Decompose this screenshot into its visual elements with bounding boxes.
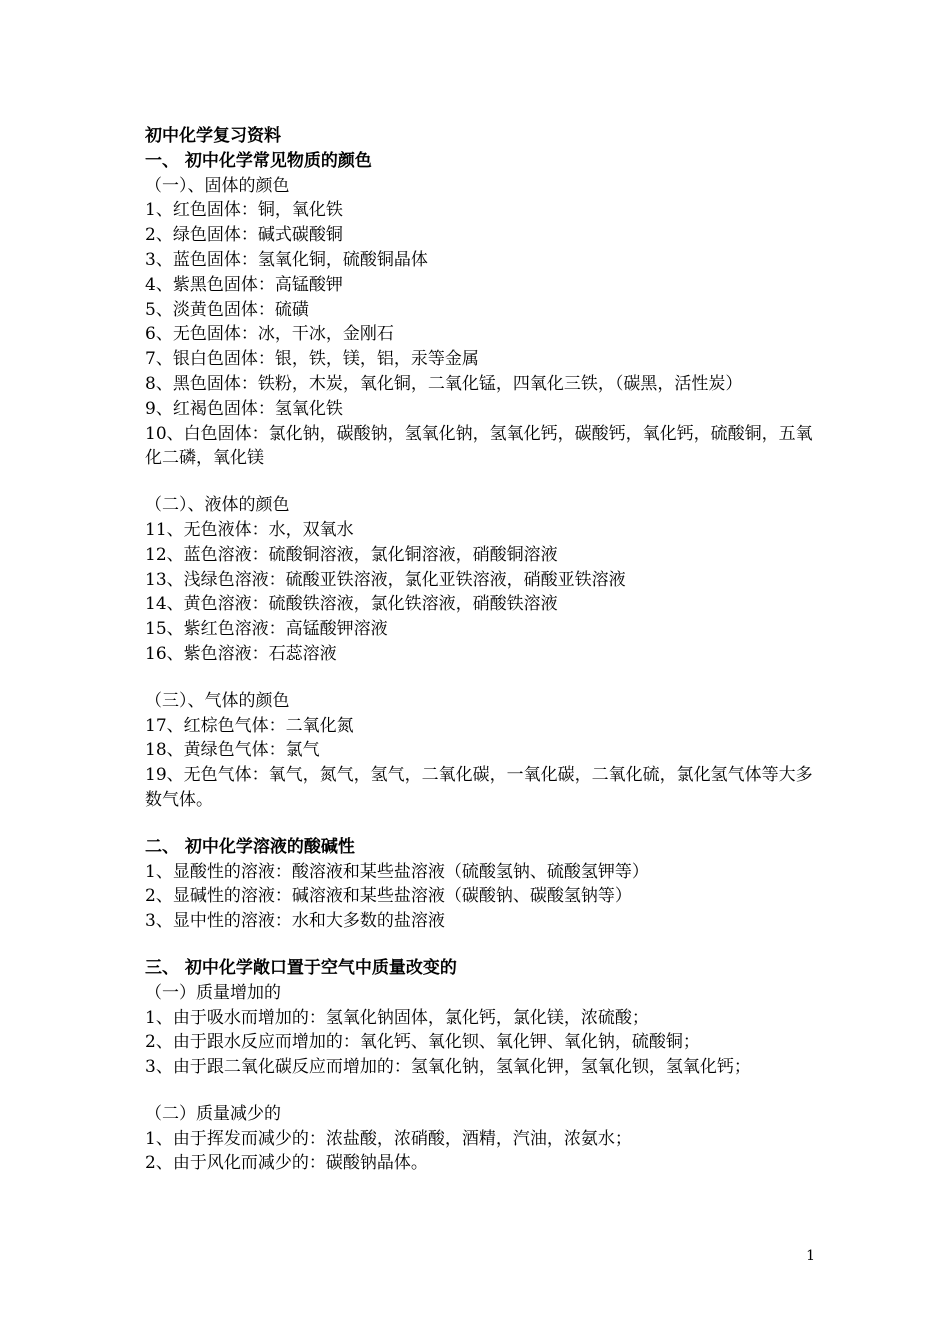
list-item: 1、显酸性的溶液：酸溶液和某些盐溶液（硫酸氢钠、硫酸氢钾等） [145, 861, 649, 882]
spacer [145, 471, 815, 493]
spacer [145, 1080, 815, 1102]
section-heading: 三、 初中化学敞口置于空气中质量改变的 [145, 957, 457, 978]
subsection-heading: （二）、液体的颜色 [145, 495, 290, 516]
list-item: 13、浅绿色溶液：硫酸亚铁溶液，氯化亚铁溶液，硝酸亚铁溶液 [145, 569, 626, 590]
spacer [145, 813, 815, 835]
list-item: 8、黑色固体：铁粉，木炭，氧化铜，二氧化锰，四氧化三铁，（碳黑，活性炭） [145, 373, 743, 394]
list-item: 1、由于挥发而减少的：浓盐酸，浓硝酸，酒精，汽油，浓氨水； [145, 1128, 632, 1149]
list-item: 2、绿色固体：碱式碳酸铜 [145, 225, 343, 246]
list-item: 3、蓝色固体：氢氧化铜，硫酸铜晶体 [145, 249, 428, 270]
list-item: 6、无色固体：冰，干冰，金刚石 [145, 324, 394, 345]
section-heading: 二、 初中化学溶液的酸碱性 [145, 836, 355, 857]
spacer [145, 667, 815, 689]
subsection-heading: （一）质量增加的 [145, 982, 281, 1003]
section-heading: 一、 初中化学常见物质的颜色 [145, 150, 372, 171]
document-body [145, 124, 815, 1176]
list-item: 3、由于跟二氧化碳反应而增加的：氢氧化钠，氢氧化钾，氢氧化钡，氢氧化钙； [145, 1057, 751, 1078]
list-item: 15、紫红色溶液：高锰酸钾溶液 [145, 619, 388, 640]
list-item: 16、紫色溶液：石蕊溶液 [145, 643, 337, 664]
list-item: 5、淡黄色固体：硫磺 [145, 299, 309, 320]
list-item: 14、黄色溶液：硫酸铁溶液，氯化铁溶液，硝酸铁溶液 [145, 594, 558, 615]
list-item: 11、无色液体：水，双氧水 [145, 519, 354, 540]
list-item: 1、红色固体：铜，氧化铁 [145, 200, 343, 221]
list-item: 7、银白色固体：银，铁，镁，铝，汞等金属 [145, 349, 479, 370]
list-item: 2、由于风化而减少的：碳酸钠晶体。 [145, 1153, 428, 1174]
list-item: 12、蓝色溶液：硫酸铜溶液，氯化铜溶液，硝酸铜溶液 [145, 544, 558, 565]
subsection-heading: （一）、固体的颜色 [145, 175, 290, 196]
spacer [145, 934, 815, 956]
list-item: 2、由于跟水反应而增加的：氧化钙、氧化钡、氧化钾、氧化钠，硫酸铜； [145, 1032, 700, 1053]
list-item: 4、紫黑色固体：高锰酸钾 [145, 274, 343, 295]
list-item: 18、黄绿色气体：氯气 [145, 740, 320, 761]
list-item: 1、由于吸水而增加的：氢氧化钠固体，氯化钙，氯化镁，浓硫酸； [145, 1007, 649, 1028]
subsection-heading: （三）、气体的颜色 [145, 690, 290, 711]
list-item: 9、红褐色固体：氢氧化铁 [145, 398, 343, 419]
list-item: 19、无色气体：氧气，氮气，氢气，二氧化碳，一氧化碳，二氧化硫，氯化氢气体等大多数气体。 [145, 765, 813, 810]
list-item: 10、白色固体：氯化钠，碳酸钠，氢氧化钠，氢氧化钙，碳酸钙，氧化钙，硫酸铜，五氧化二磷，氧化镁 [145, 423, 813, 469]
subsection-heading: （二）质量减少的 [145, 1103, 281, 1124]
list-item: 2、显碱性的溶液：碱溶液和某些盐溶液（碳酸钠、碳酸氢钠等） [145, 886, 632, 907]
list-item: 3、显中性的溶液：水和大多数的盐溶液 [145, 911, 445, 932]
page-number: 1 [806, 1248, 815, 1264]
document-title: 初中化学复习资料 [145, 126, 281, 146]
list-item: 17、红棕色气体：二氧化氮 [145, 715, 354, 736]
